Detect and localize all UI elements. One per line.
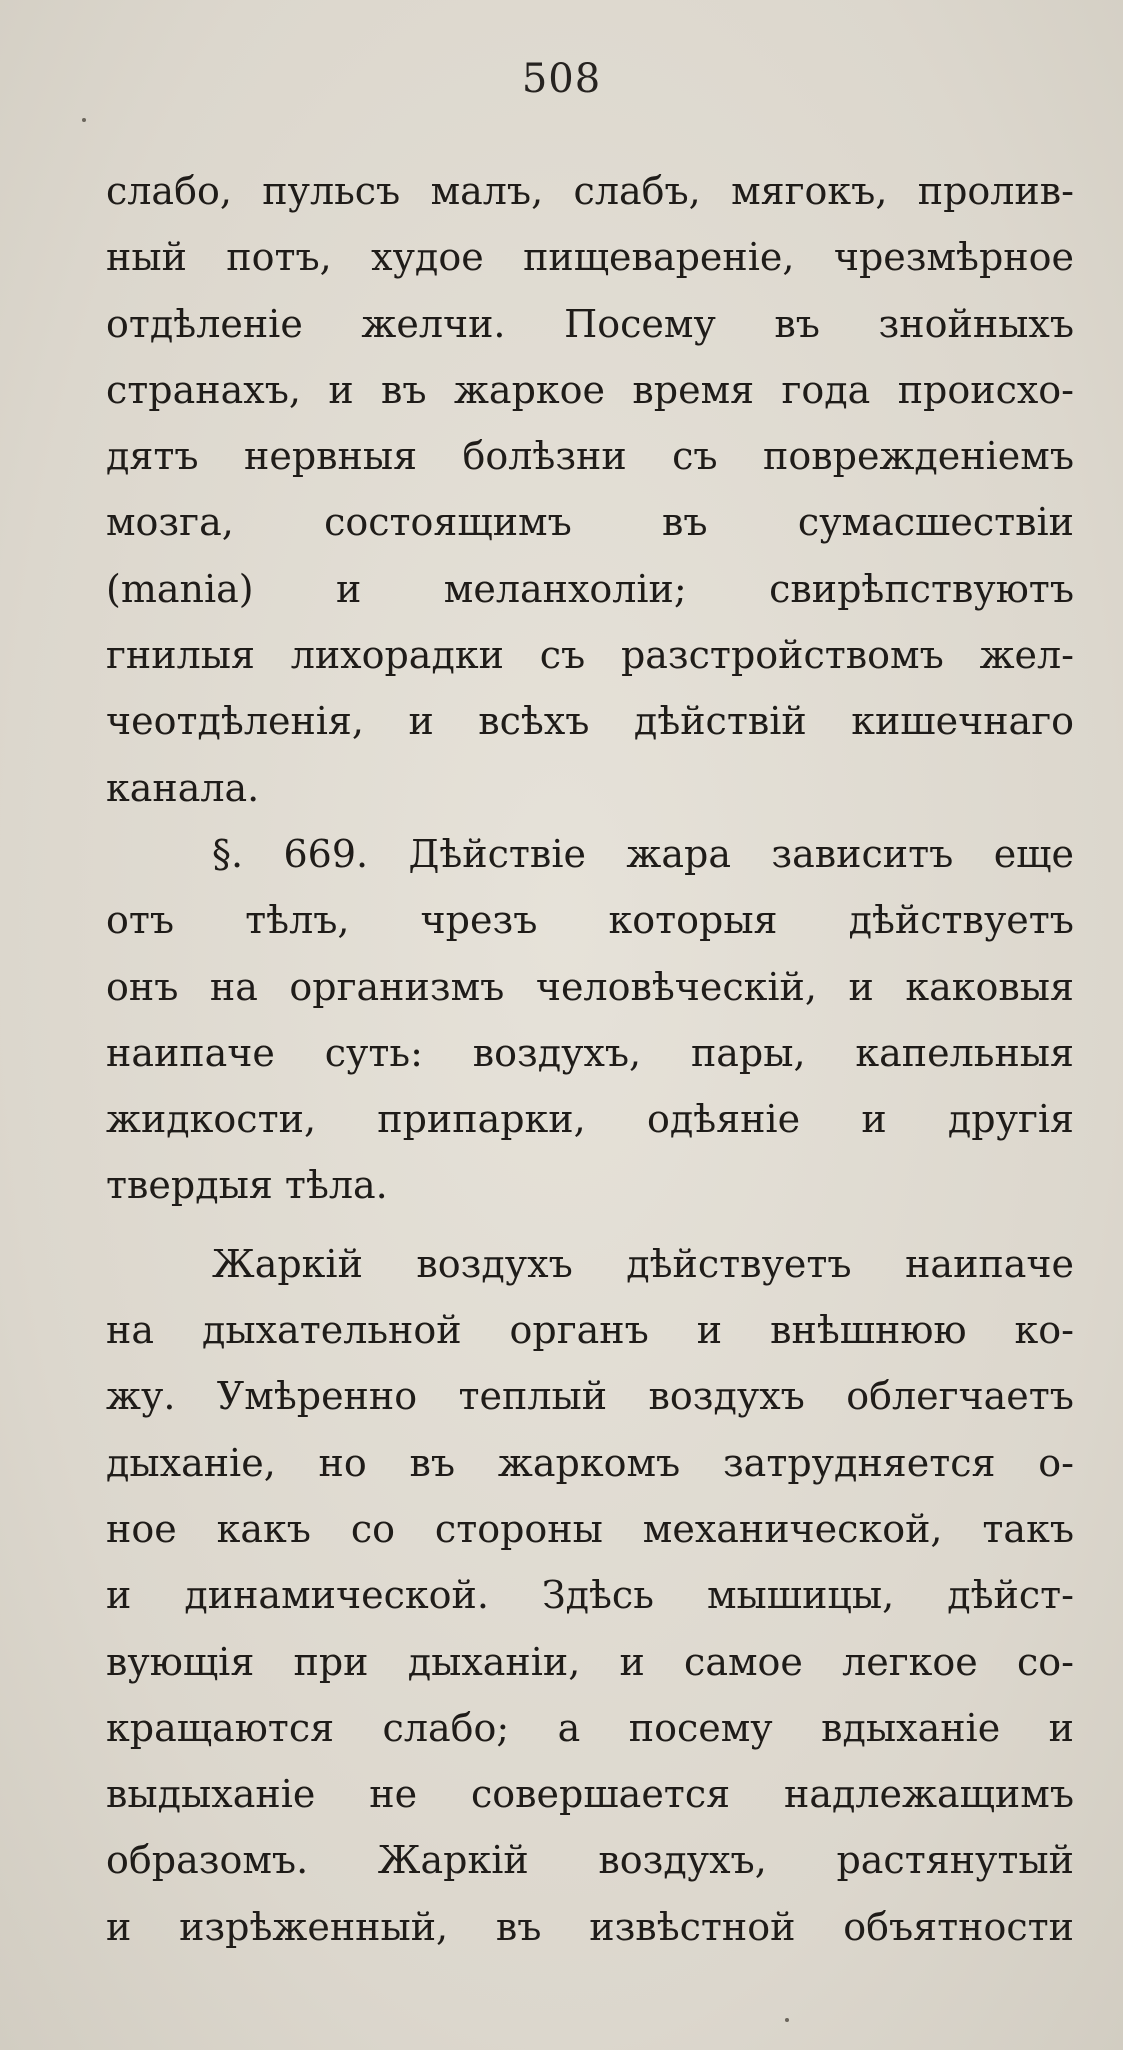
- text-line: жидкости, припарки, одѣяніе и другія: [106, 1097, 1074, 1142]
- text-line: мозга, состоящимъ въ сумасшествіи: [106, 500, 1074, 545]
- text-line: кращаются слабо; а посему вдыханіе и: [106, 1705, 1074, 1750]
- paper-speck: [785, 2018, 789, 2022]
- page-number: 508: [521, 56, 602, 102]
- text-line: жу. Умѣренно теплый воздухъ облегчаетъ: [106, 1374, 1074, 1419]
- paragraph-2: [106, 821, 1074, 1219]
- text-line: образомъ. Жаркій воздухъ, растянутый: [106, 1838, 1074, 1883]
- text-line: §. 669. Дѣйствіе жара зависитъ еще: [212, 831, 1074, 876]
- text-line: ный потъ, худое пищевареніе, чрезмѣрное: [106, 235, 1074, 280]
- text-line: дыханіе, но въ жаркомъ затрудняется о-: [106, 1440, 1074, 1485]
- paragraph-3: [106, 1231, 1074, 1960]
- text-line: отъ тѣлъ, чрезъ которыя дѣйствуетъ: [106, 898, 1074, 943]
- paragraph-1: [106, 158, 1074, 821]
- text-line: выдыханіе не совершается надлежащимъ: [106, 1772, 1074, 1817]
- text-line: странахъ, и въ жаркое время года происхо-: [106, 367, 1074, 412]
- text-line: и изрѣженный, въ извѣстной объятности: [106, 1904, 1074, 1949]
- text-line: дятъ нервныя болѣзни съ поврежденіемъ: [106, 434, 1074, 479]
- text-line: онъ на организмъ человѣческій, и каковыя: [106, 964, 1074, 1009]
- text-line: Жаркій воздухъ дѣйствуетъ наипаче: [212, 1241, 1074, 1286]
- text-line: твердыя тѣла.: [106, 1163, 388, 1208]
- text-line: вующія при дыханіи, и самое легкое со-: [106, 1639, 1074, 1684]
- paper-speck: [82, 118, 86, 122]
- text-line: ное какъ со стороны механической, такъ: [106, 1506, 1074, 1551]
- body-text: [106, 158, 1074, 1960]
- text-line: слабо, пульсъ малъ, слабъ, мягокъ, пролив-: [106, 169, 1074, 213]
- text-line: отдѣленіе желчи. Посему въ знойныхъ: [106, 301, 1074, 346]
- text-line: и динамической. Здѣсь мышицы, дѣйст-: [106, 1573, 1074, 1618]
- text-line: наипаче суть: воздухъ, пары, капельныя: [106, 1030, 1074, 1075]
- text-line: гнилыя лихорадки съ разстройствомъ жел-: [106, 633, 1074, 678]
- text-line: (mania) и меланхоліи; свирѣпствуютъ: [106, 566, 1074, 611]
- text-line: канала.: [106, 765, 260, 810]
- text-line: на дыхательной органъ и внѣшнюю ко-: [106, 1308, 1074, 1353]
- text-line: чеотдѣленія, и всѣхъ дѣйствій кишечнаго: [106, 699, 1074, 744]
